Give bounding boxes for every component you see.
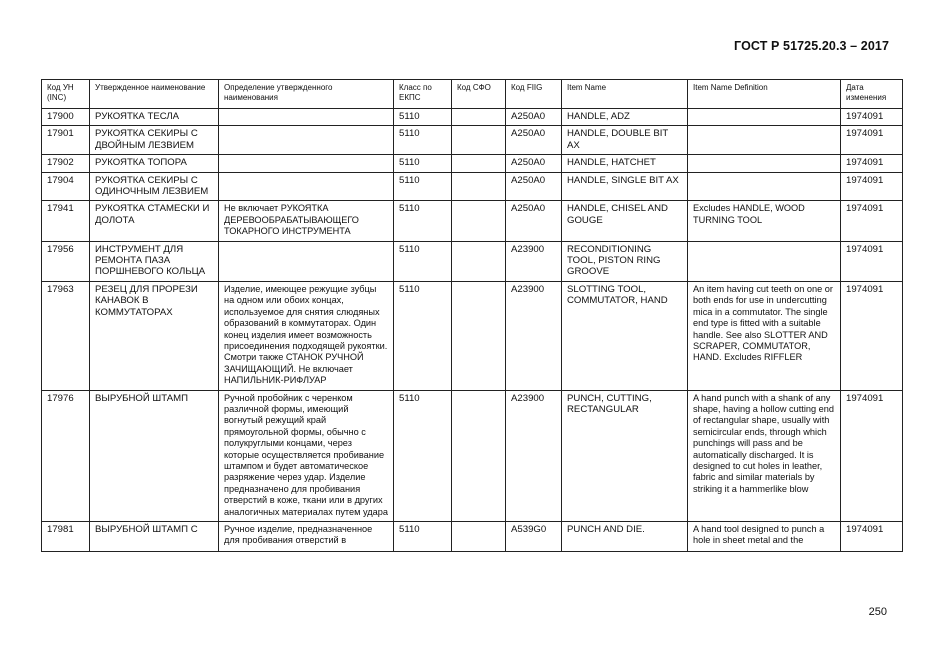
column-header-fiig: Код FIIG	[506, 80, 562, 109]
cell-fiig: A250A0	[506, 201, 562, 241]
cell-item-name: PUNCH AND DIE.	[562, 522, 688, 552]
cell-date: 1974091	[841, 281, 903, 390]
column-header-item-name-definition: Item Name Definition	[688, 80, 841, 109]
cell-item-name: HANDLE, DOUBLE BIT AX	[562, 126, 688, 155]
table-row	[42, 241, 903, 281]
cell-item-name: HANDLE, CHISEL AND GOUGE	[562, 201, 688, 241]
cell-date: 1974091	[841, 522, 903, 552]
cell-date: 1974091	[841, 109, 903, 126]
document-code: ГОСТ Р 51725.20.3 – 2017	[734, 39, 889, 53]
cell-name-ru: РУКОЯТКА СТАМЕСКИ И ДОЛОТА	[90, 201, 219, 241]
table-row	[42, 281, 903, 390]
cell-definition-ru: Не включает РУКОЯТКА ДЕРЕВООБРАБАТЫВАЮЩЕГО ТОКАРНОГО ИНСТРУМЕНТА	[219, 201, 394, 241]
cell-class: 5110	[394, 172, 452, 201]
cell-fiig: A23900	[506, 390, 562, 521]
cell-definition-ru	[219, 109, 394, 126]
cell-fiig: A23900	[506, 281, 562, 390]
column-header-item-name: Item Name	[562, 80, 688, 109]
cell-inc: 17963	[42, 281, 90, 390]
cell-item-name: PUNCH, CUTTING, RECTANGULAR	[562, 390, 688, 521]
column-header-sfo: Код СФО	[452, 80, 506, 109]
table-header-row	[42, 80, 903, 109]
cell-name-ru: ИНСТРУМЕНТ ДЛЯ РЕМОНТА ПАЗА ПОРШНЕВОГО КОЛЬЦА	[90, 241, 219, 281]
cell-inc: 17900	[42, 109, 90, 126]
cell-inc: 17904	[42, 172, 90, 201]
cell-class: 5110	[394, 281, 452, 390]
cell-item-name: HANDLE, SINGLE BIT AX	[562, 172, 688, 201]
cell-inc: 17941	[42, 201, 90, 241]
cell-class: 5110	[394, 201, 452, 241]
table-row	[42, 172, 903, 201]
cell-fiig: A250A0	[506, 126, 562, 155]
cell-class: 5110	[394, 155, 452, 172]
cell-item-name-definition	[688, 172, 841, 201]
cell-date: 1974091	[841, 126, 903, 155]
table-row	[42, 155, 903, 172]
cell-item-name-definition: A hand tool designed to punch a hole in sheet metal and the	[688, 522, 841, 552]
cell-item-name-definition	[688, 155, 841, 172]
column-header-definition-ru: Определение утвержденного наименования	[219, 80, 394, 109]
column-header-inc: Код УН (INC)	[42, 80, 90, 109]
cell-sfo	[452, 126, 506, 155]
cell-name-ru: ВЫРУБНОЙ ШТАМП С	[90, 522, 219, 552]
table-row	[42, 109, 903, 126]
cell-sfo	[452, 390, 506, 521]
cell-sfo	[452, 522, 506, 552]
cell-name-ru: ВЫРУБНОЙ ШТАМП	[90, 390, 219, 521]
cell-sfo	[452, 155, 506, 172]
cell-name-ru: РУКОЯТКА ТЕСЛА	[90, 109, 219, 126]
cell-class: 5110	[394, 241, 452, 281]
cell-fiig: A23900	[506, 241, 562, 281]
table-row	[42, 390, 903, 521]
cell-date: 1974091	[841, 390, 903, 521]
cell-date: 1974091	[841, 155, 903, 172]
cell-definition-ru	[219, 241, 394, 281]
cell-item-name: SLOTTING TOOL, COMMUTATOR, HAND	[562, 281, 688, 390]
column-header-name-ru: Утвержденное наименование	[90, 80, 219, 109]
cell-sfo	[452, 281, 506, 390]
cell-class: 5110	[394, 126, 452, 155]
cell-sfo	[452, 241, 506, 281]
cell-inc: 17976	[42, 390, 90, 521]
item-registry-table	[41, 79, 903, 552]
cell-sfo	[452, 172, 506, 201]
cell-class: 5110	[394, 522, 452, 552]
cell-item-name-definition: Excludes HANDLE, WOOD TURNING TOOL	[688, 201, 841, 241]
cell-definition-ru	[219, 155, 394, 172]
cell-inc: 17901	[42, 126, 90, 155]
cell-definition-ru	[219, 126, 394, 155]
cell-item-name: HANDLE, ADZ	[562, 109, 688, 126]
cell-definition-ru: Ручное изделие, предназначенное для пробивания отверстий в	[219, 522, 394, 552]
cell-name-ru: РЕЗЕЦ ДЛЯ ПРОРЕЗИ КАНАВОК В КОММУТАТОРАХ	[90, 281, 219, 390]
cell-fiig: A539G0	[506, 522, 562, 552]
cell-item-name-definition	[688, 126, 841, 155]
cell-item-name-definition	[688, 109, 841, 126]
column-header-class: Класс по ЕКПС	[394, 80, 452, 109]
cell-date: 1974091	[841, 241, 903, 281]
cell-definition-ru: Ручной пробойник с черенком различной формы, имеющий вогнутый режущий край прямоугольной формы, обычно с полукруглыми концами, через которые осуществляется пробивание штампом и будет автоматическое разряжение через удар. Изделие предназначено для пробивания отверстий в коже, ткани или в других аналогичных материалах путем удара	[219, 390, 394, 521]
cell-definition-ru: Изделие, имеющее режущие зубцы на одном или обоих концах, используемое для снятия слюдяных образований в коммутаторах. Один конец изделия имеет возможность присоединения подходящей рукоятки. Смотри также СТАНОК РУЧНОЙ ЗАЧИЩАЮЩИЙ. Не включает НАПИЛЬНИК-РИФЛУАР	[219, 281, 394, 390]
cell-name-ru: РУКОЯТКА ТОПОРА	[90, 155, 219, 172]
cell-date: 1974091	[841, 172, 903, 201]
cell-inc: 17981	[42, 522, 90, 552]
cell-inc: 17902	[42, 155, 90, 172]
cell-name-ru: РУКОЯТКА СЕКИРЫ С ОДИНОЧНЫМ ЛЕЗВИЕМ	[90, 172, 219, 201]
cell-item-name-definition: A hand punch with a shank of any shape, having a hollow cutting end of rectangular shape, usually with semicircular ends, through which punchings will pass and be automatically discharged. It is designed to cut holes in leather, fabric and similar materials by striking it a hammerlike blow	[688, 390, 841, 521]
cell-class: 5110	[394, 390, 452, 521]
cell-inc: 17956	[42, 241, 90, 281]
cell-definition-ru	[219, 172, 394, 201]
cell-sfo	[452, 109, 506, 126]
cell-item-name-definition	[688, 241, 841, 281]
page-number: 250	[868, 606, 887, 618]
cell-name-ru: РУКОЯТКА СЕКИРЫ С ДВОЙНЫМ ЛЕЗВИЕМ	[90, 126, 219, 155]
column-header-date: Дата изменения	[841, 80, 903, 109]
table-row	[42, 522, 903, 552]
cell-sfo	[452, 201, 506, 241]
cell-class: 5110	[394, 109, 452, 126]
table-row	[42, 201, 903, 241]
cell-fiig: A250A0	[506, 109, 562, 126]
cell-fiig: A250A0	[506, 155, 562, 172]
table-row	[42, 126, 903, 155]
cell-date: 1974091	[841, 201, 903, 241]
cell-item-name-definition: An item having cut teeth on one or both ends for use in undercutting mica in a commutator. The single end type is fitted with a suitable handle. See also SLOTTER AND SCRAPER, COMMUTATOR, HAND. Excludes RIFFLER	[688, 281, 841, 390]
cell-fiig: A250A0	[506, 172, 562, 201]
cell-item-name: RECONDITIONING TOOL, PISTON RING GROOVE	[562, 241, 688, 281]
cell-item-name: HANDLE, HATCHET	[562, 155, 688, 172]
